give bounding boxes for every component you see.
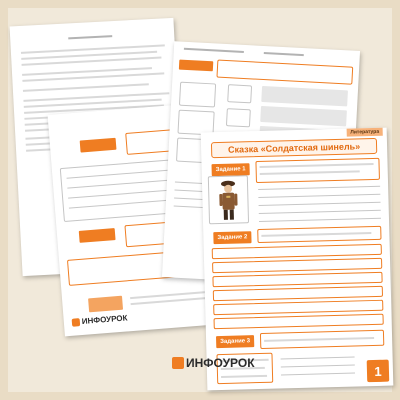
infourok-logo-mark-icon [172, 357, 184, 369]
subject-tag: Литература [347, 128, 383, 137]
task-1-label: Задание 1 [211, 163, 249, 176]
infourok-logo-main [172, 356, 255, 370]
infourok-logo-b [72, 313, 128, 326]
task-2-label: Задание 2 [213, 231, 251, 244]
logo-text: ИНФОУРОК [81, 313, 128, 326]
task-3-label: Задание 3 [216, 335, 254, 348]
worksheet-front [201, 128, 394, 391]
infourok-logo-mark-icon [72, 318, 81, 327]
page-number: 1 [367, 360, 390, 383]
worksheet-title: Сказка «Солдатская шинель» [211, 138, 377, 158]
logo-text: ИНФОУРОК [186, 356, 255, 370]
